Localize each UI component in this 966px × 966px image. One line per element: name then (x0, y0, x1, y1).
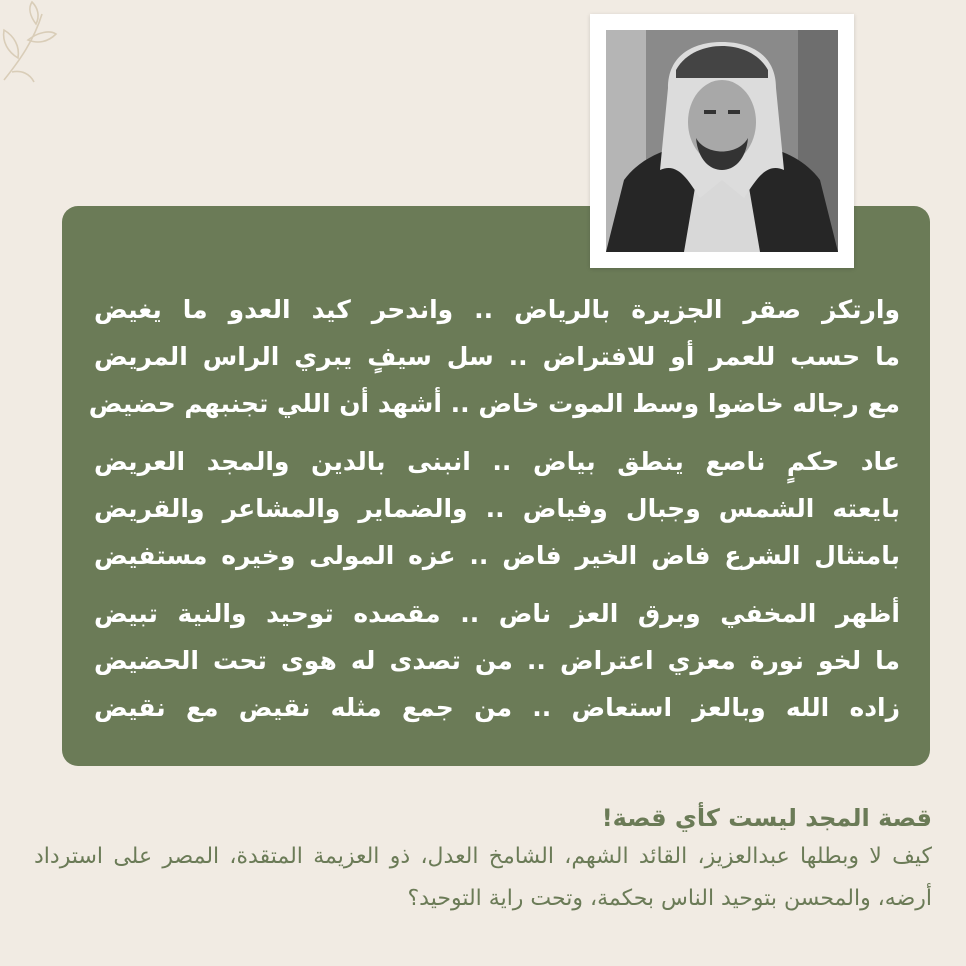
poem-card (62, 206, 930, 766)
poem-verse: ما حسب للعمر أو للافتراض .. سل سيفٍ يبري الراس المريض (94, 342, 900, 371)
poem-verse: أظهر المخفي وبرق العز ناض .. مقصده توحيد والنية تبيض (94, 599, 900, 628)
poem-verse: زاده الله وبالعز استعاض .. من جمع مثله نقيض مع نقيض (94, 693, 900, 722)
poem-verse: بامتثال الشرع فاض الخير فاض .. عزه المولى وخيره مستفيض (94, 541, 900, 570)
poem-verse: عاد حكمٍ ناصع ينطق بياض .. انبنى بالدين والمجد العريض (94, 447, 900, 476)
story-section (34, 798, 932, 920)
poem-verse: مع رجاله خاضوا وسط الموت خاض .. أشهد أن اللي تجنبهم حضيض (88, 389, 900, 418)
poem-stanza (62, 286, 930, 427)
portrait-frame (590, 14, 854, 268)
poem-stanza (62, 438, 930, 579)
portrait-photo (606, 30, 838, 252)
section-title: قصة المجد ليست كأي قصة! (601, 804, 932, 832)
poem-verse: ما لخو نورة معزي اعتراض .. من تصدى له هوى تحت الحضيض (94, 646, 900, 675)
poem-verse: بايعته الشمس وجبال وفياض .. والضماير والمشاعر والقريض (94, 494, 900, 523)
floral-ornament-icon (0, 0, 60, 90)
poem-stanza (62, 590, 930, 731)
section-body: كيف لا وبطلها عبدالعزيز، القائد الشهم، الشامخ العدل، ذو العزيمة المتقدة، المصر على استرداد أرضه، والمحسن بتوحيد الناس بحكمة، وتحت راية التوحيد؟ (34, 844, 932, 911)
poem-verse: وارتكز صقر الجزيرة بالرياض .. واندحر كيد العدو ما يغيض (94, 295, 900, 324)
